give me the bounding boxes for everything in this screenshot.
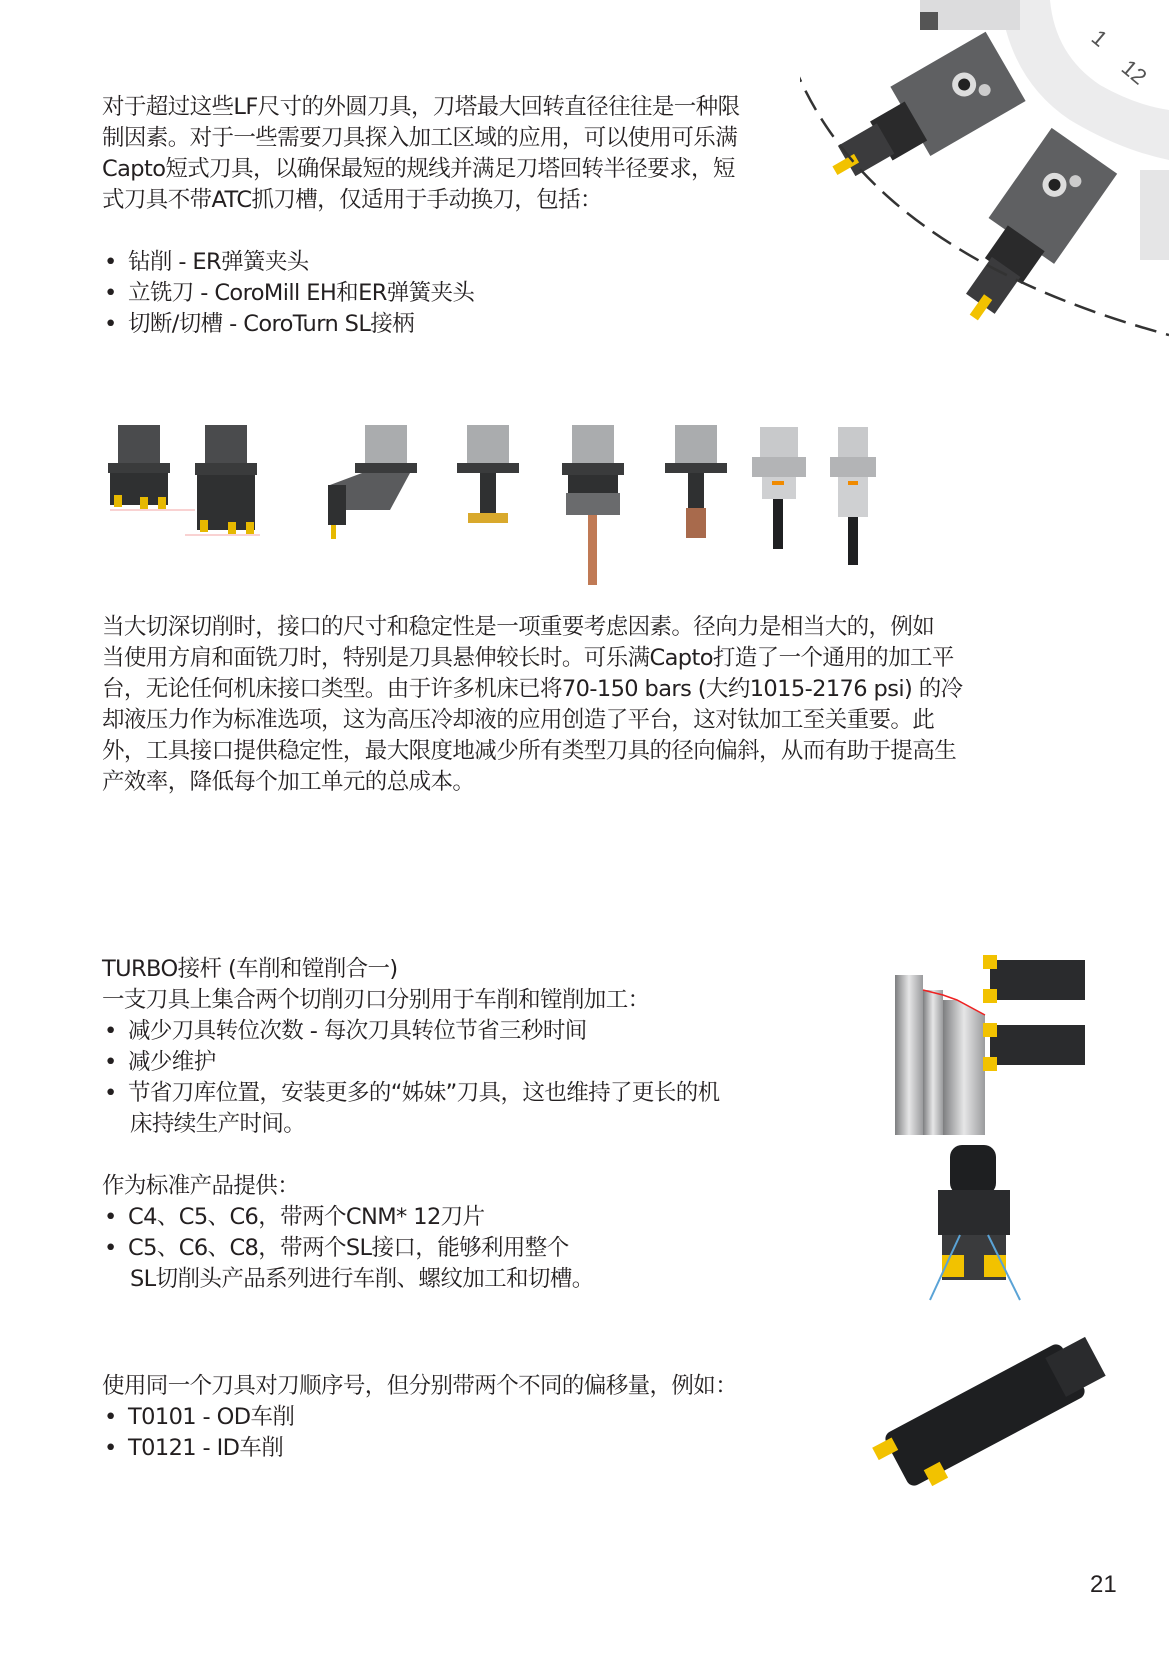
svg-text:12: 12 [1116, 54, 1152, 90]
turbo-boring-bar-illustration [865, 1325, 1110, 1490]
turbo-subtitle: 一支刀具上集合两个切削刃口分别用于车削和镗削加工： [102, 987, 650, 1013]
offsets-heading: 使用同一个刀具对刀顺序号，但分别带两个不同的偏移量，例如： [102, 1373, 738, 1399]
bullet-icon: • [104, 1204, 117, 1230]
turbo-bullet: • 减少刀具转位次数 - 每次刀具转位节省三秒时间 [102, 1016, 720, 1047]
tool-holders-illustration [100, 415, 920, 605]
offset-bullet: • T0101 - OD车削 [102, 1402, 737, 1433]
bullet-icon: • [104, 1404, 117, 1430]
turbo-title: TURBO接杆 (车削和镗削合一) [102, 956, 398, 982]
bullet-icon: • [104, 1235, 117, 1261]
page-number: 21 [1090, 1571, 1117, 1598]
standard-products-heading: 作为标准产品提供： [102, 1173, 300, 1199]
interface-stability-section [102, 612, 963, 798]
offsets-section [102, 1371, 737, 1464]
turbo-coolant-holder-illustration [920, 1140, 1030, 1310]
bullet-icon: • [104, 1018, 117, 1044]
turret-illustration [800, 0, 1169, 360]
bullet-icon: • [104, 1435, 117, 1461]
face-mill-long-image [185, 425, 260, 535]
standard-product-bullet: • C5、C6、C8，带两个SL接口，能够利用整个 [102, 1233, 720, 1264]
turbo-bullet: • 减少维护 [102, 1047, 720, 1078]
intro-bullet: • 切断/切槽 - CoroTurn SL接柄 [102, 309, 739, 340]
intro-bullet: • 钻削 - ER弹簧夹头 [102, 247, 739, 278]
bullet-icon: • [104, 249, 117, 275]
angled-grooving-holder-image [328, 425, 417, 539]
intro-section [102, 92, 739, 340]
bullet-icon: • [104, 1049, 117, 1075]
intro-line: 对于超过这些LF尺寸的外圆刀具，刀塔最大回转直径往往是一种限 [102, 94, 740, 120]
paragraph-line: 当大切深切削时，接口的尺寸和稳定性是一项重要考虑因素。径向力是相当大的，例如 [102, 614, 935, 640]
paragraph-line: 外，工具接口提供稳定性，最大限度地减少所有类型刀具的径向偏斜，从而有助于提高生 [102, 738, 957, 764]
paragraph-line: 台，无论任何机床接口类型。由于许多机床已将70-150 bars (大约1015-2176 psi) 的冷 [102, 676, 963, 702]
svg-text:1: 1 [1086, 24, 1113, 52]
standard-product-bullet: • C4、C5、C6，带两个CNM* 12刀片 [102, 1202, 720, 1233]
paragraph-line: 产效率，降低每个加工单元的总成本。 [102, 769, 475, 795]
offset-bullet: • T0121 - ID车削 [102, 1433, 737, 1464]
turbo-bullet: • 节省刀库位置，安装更多的“姊妹”刀具，这也维持了更长的机 [102, 1078, 720, 1109]
turbo-section [102, 954, 720, 1295]
end-mill-holder-image [665, 425, 727, 538]
bullet-icon: • [104, 311, 117, 337]
disc-mill-holder-image [457, 425, 519, 523]
bullet-icon: • [104, 1080, 117, 1106]
hydraulic-chuck-image-2 [830, 427, 876, 565]
intro-line: Capto短式刀具，以确保最短的规线并满足刀塔回转半径要求，短 [102, 156, 735, 182]
hydraulic-chuck-image-1 [752, 427, 806, 549]
paragraph-line: 却液压力作为标准选项，这为高压冷却液的应用创造了平台，这对钛加工至关重要。此 [102, 707, 935, 733]
standard-product-continuation: SL切削头产品系列进行车削、螺纹加工和切槽。 [130, 1266, 594, 1292]
turbo-bullet-continuation: 床持续生产时间。 [130, 1111, 306, 1137]
bullet-icon: • [104, 280, 117, 306]
intro-line: 式刀具不带ATC抓刀槽，仅适用于手动换刀，包括： [102, 187, 602, 213]
paragraph-line: 当使用方肩和面铣刀时，特别是刀具悬伸较长时。可乐满Capto打造了一个通用的加工平 [102, 645, 954, 671]
er-collet-drill-image [562, 425, 624, 585]
turbo-turning-boring-illustration [885, 945, 1085, 1135]
face-mill-short-image [108, 425, 195, 510]
intro-line: 制因素。对于一些需要刀具探入加工区域的应用，可以使用可乐满 [102, 125, 738, 151]
intro-bullet: • 立铣刀 - CoroMill EH和ER弹簧夹头 [102, 278, 739, 309]
